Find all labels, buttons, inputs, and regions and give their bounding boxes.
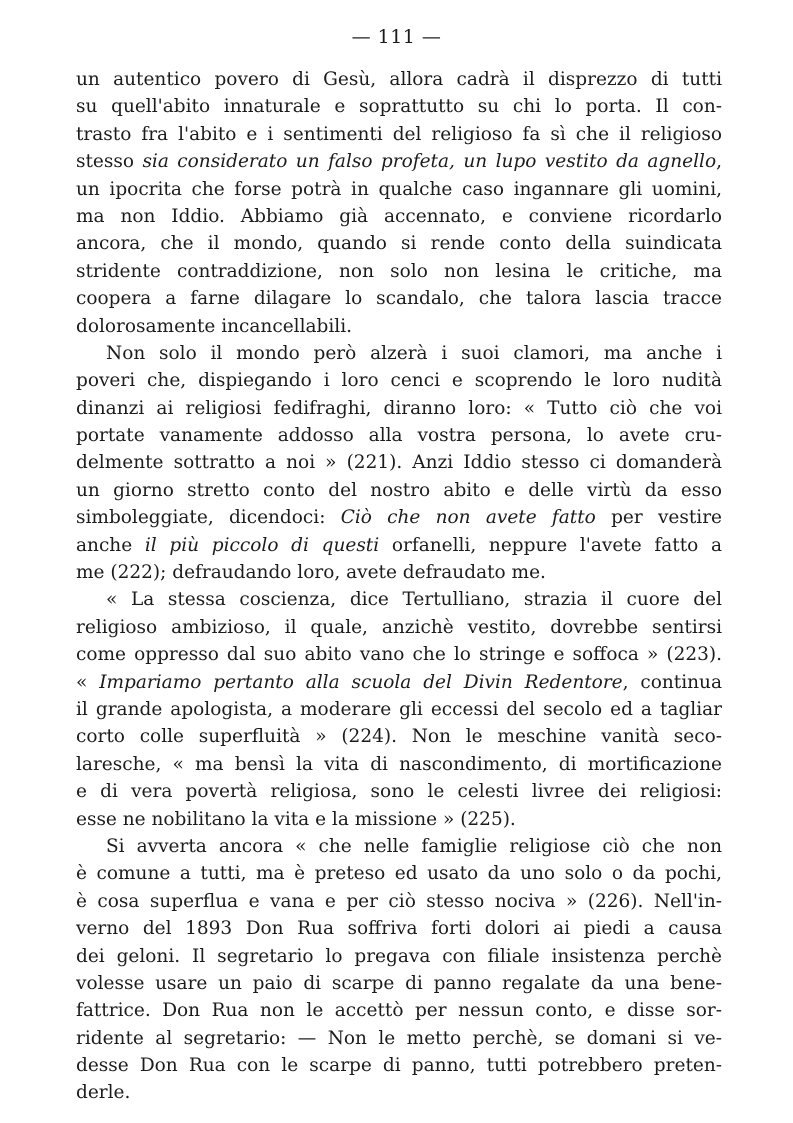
text-line: un ipocrita che forse potrà in qualche caso ingannare gli uomini,	[76, 178, 722, 200]
text-line: desse Don Rua con le scarpe di panno, tutti potrebbero preten-	[76, 1055, 722, 1077]
text-line: corto colle superfluità » (224). Non le meschine vanità seco-	[76, 726, 722, 748]
page-number: — 111 —	[351, 26, 442, 48]
text-line: volesse usare un paio di scarpe di panno regalate da una bene-	[76, 972, 722, 994]
italic-run: Impariamo pertanto alla scuola del Divin Redentore	[99, 671, 623, 693]
text-run: anche	[76, 534, 145, 556]
text-run: ,	[716, 151, 722, 173]
text-line: Si avverta ancora « che nelle famiglie religiose ciò che non	[106, 835, 722, 857]
text-line: come oppresso dal suo abito vano che lo stringe e soffoca » (223).	[76, 644, 722, 666]
text-line: poveri che, dispiegando i loro cenci e scoprendo le loro nudità	[76, 370, 722, 392]
text-line: me (222); defraudando loro, avete defraudato me.	[76, 562, 546, 584]
text-run: «	[76, 671, 100, 693]
text-run: simboleggiate, dicendoci:	[76, 507, 341, 529]
text-line: ma non Iddio. Abbiamo già accennato, e conviene ricordarlo	[76, 205, 722, 227]
text-line: e di vera povertà religiosa, sono le celesti livree dei religiosi:	[76, 781, 722, 803]
text-line: coopera a farne dilagare lo scandalo, che talora lascia tracce	[76, 288, 722, 310]
text-line: un giorno stretto conto del nostro abito e delle virtù da esso	[76, 479, 722, 501]
text-line: il grande apologista, a moderare gli eccessi del secolo ed a tagliar	[76, 698, 722, 720]
text-line: dolorosamente incancellabili.	[76, 315, 352, 337]
text-line: è cosa superflua e vana e per ciò stesso nociva » (226). Nell'in-	[76, 890, 722, 912]
text-line: esse ne nobilitano la vita e la missione » (225).	[76, 808, 516, 830]
text-line: ridente al segretario: — Non le metto perchè, se domani si ve-	[76, 1027, 722, 1049]
text-line: trasto fra l'abito e i sentimenti del religioso fa sì che il religioso	[76, 123, 722, 145]
text-line: « La stessa coscienza, dice Tertulliano, strazia il cuore del	[106, 589, 722, 611]
text-line: un autentico povero di Gesù, allora cadrà il disprezzo di tutti	[76, 69, 722, 90]
text-run: , continua	[622, 671, 722, 693]
text-line: dei geloni. Il segretario lo pregava con filiale insistenza perchè	[76, 945, 722, 967]
text-line	[76, 148, 722, 175]
text-line: laresche, « ma bensì la vita di nascondimento, di mortificazione	[76, 753, 722, 775]
text-line: stridente contraddizione, non solo non lesina le critiche, ma	[76, 260, 722, 282]
text-line: portate vanamente addosso alla vostra persona, lo avete cru-	[76, 425, 722, 447]
text-line: derle.	[76, 1082, 131, 1104]
text-line	[76, 504, 722, 531]
text-run: orfanelli, neppure l'avete fatto a	[379, 534, 722, 556]
text-line: su quell'abito innaturale e soprattutto su chi lo porta. Il con-	[76, 96, 722, 118]
text-line	[76, 532, 722, 559]
text-run: stesso	[76, 151, 143, 173]
text-line: verno del 1893 Don Rua soffriva forti dolori ai piedi a causa	[76, 918, 722, 940]
text-line	[76, 669, 722, 696]
italic-run: sia considerato un falso profeta, un lupo vestito da agnello	[142, 151, 717, 173]
text-line: delmente sottratto a noi » (221). Anzi Iddio stesso ci domanderà	[76, 452, 722, 474]
text-line: religioso ambizioso, il quale, anzichè vestito, dovrebbe sentirsi	[76, 616, 722, 638]
text-line: dinanzi ai religiosi fedifraghi, diranno loro: « Tutto ciò che voi	[76, 397, 722, 419]
italic-run: Ciò che non avete fatto	[340, 507, 596, 529]
italic-run: il più piccolo di questi	[144, 534, 380, 556]
text-run: per vestire	[595, 507, 722, 529]
text-line: è comune a tutti, ma è preteso ed usato da uno solo o da pochi,	[76, 863, 722, 885]
text-line: Non solo il mondo però alzerà i suoi clamori, ma anche i	[106, 342, 722, 364]
text-line: fattrice. Don Rua non le accettò per nessun conto, e disse sor-	[76, 1000, 722, 1022]
text-line: ancora, che il mondo, quando si rende conto della suindicata	[76, 233, 722, 255]
body-text	[76, 66, 722, 1107]
